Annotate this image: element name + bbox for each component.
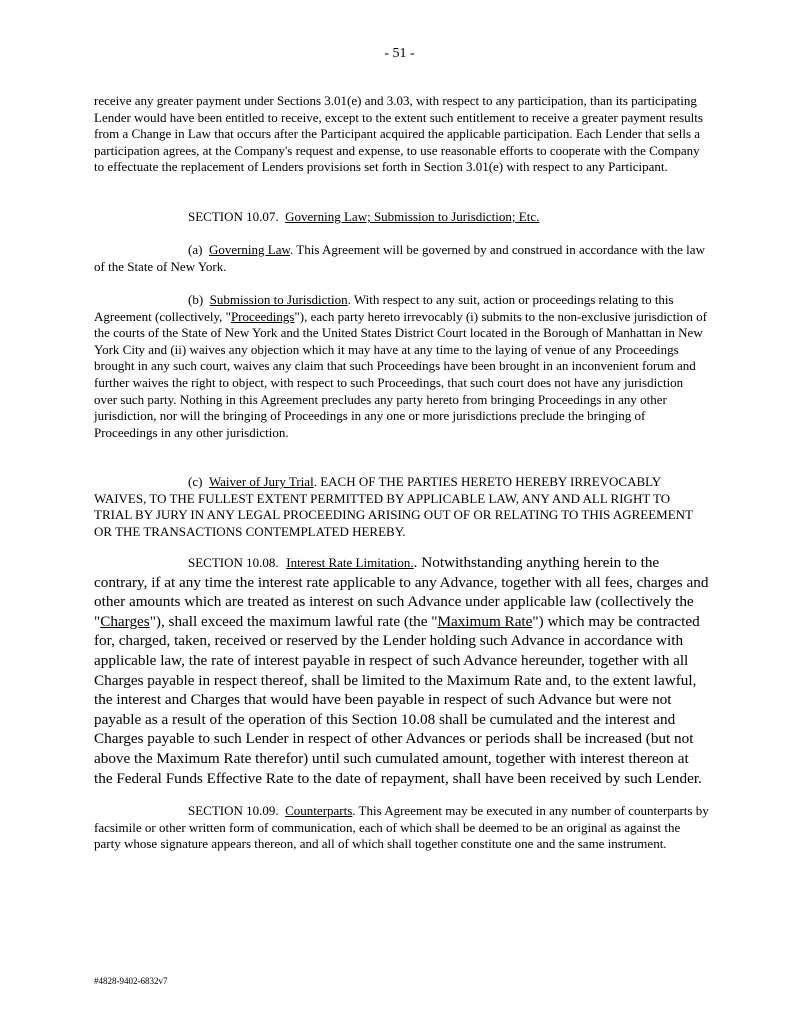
section-text: ") which may be contracted for, charged, taken, received or reserved by the Lender holding such Advance in accordance with applicable law, the rate of interest payable in respect of such Advance hereunder, together with all Charges payable in respect thereof, shall be limited to the Maximum Rate and, to the extent lawful, the interest and Charges that would have been payable in respect of such Advance but were not payable as a result of the operation of this Section 10.08 shall be cumulated and the interest and Charges payable to such Lender in respect of other Advances or periods shall be increased (but not above the Maximum Rate therefor) until such cumulated amount, together with interest thereon at the Federal Funds Effective Rate to the date of repayment, shall have been received by such Lender. (94, 612, 702, 787)
section-title: Interest Rate Limitation. (286, 555, 414, 570)
section-label: SECTION 10.09. (188, 803, 279, 818)
section-10-07-heading (94, 209, 709, 226)
defined-term-charges: Charges (100, 612, 150, 630)
defined-term-maximum-rate: Maximum Rate (437, 612, 533, 630)
paragraph-title: Waiver of Jury Trial (208, 474, 314, 489)
section-label: SECTION 10.07. (188, 209, 279, 224)
paragraph-text: "), each party hereto irrevocably (i) submits to the non-exclusive jurisdiction of the courts of the State of New York and the United States District Court located in the Borough of Manhattan in New York City and (ii) waives any objection which it may have at any time to the laying of venue of any Proceedings brought in any such court, waives any claim that such Proceedings have been brought in an inconvenient forum and further waives the right to object, with respect to such Proceedings, that such court does not have any jurisdiction over such party. Nothing in this Agreement precludes any party hereto from bringing Proceedings in any other jurisdiction, nor will the bringing of Proceedings in any one or more jurisdictions preclude the bringing of Proceedings in any other jurisdiction. (94, 308, 707, 440)
section-title: Counterparts (285, 803, 353, 818)
section-label: SECTION 10.08. (188, 555, 279, 570)
paragraph-waiver-of-jury-trial (94, 474, 709, 540)
section-10-08 (94, 553, 709, 788)
section-title: Governing Law; Submission to Jurisdiction; Etc. (285, 209, 540, 224)
document-footer-id: #4828-9402-6832v7 (94, 976, 168, 986)
paragraph-text: . With respect to any suit, action or proceedings relating to this Agreement (collectively, " (94, 292, 674, 324)
section-text: . This Agreement may be executed in any number of counterparts by facsimile or other written form of communication, each of which shall be deemed to be an original as against the party whose signature appears thereon, and all of which shall together constitute one and the same instrument. (94, 803, 709, 852)
defined-term-proceedings: Proceedings (230, 308, 295, 324)
paragraph-continuation (94, 93, 709, 176)
paragraph-submission-to-jurisdiction (94, 292, 709, 441)
paragraph-prefix: (b) (188, 292, 204, 307)
paragraph-prefix: (c) (188, 474, 203, 489)
paragraph-title: Submission to Jurisdiction (209, 292, 348, 307)
section-text: "), shall exceed the maximum lawful rate (the " (149, 612, 438, 630)
paragraph-text: . EACH OF THE PARTIES HERETO HEREBY IRREVOCABLY WAIVES, TO THE FULLEST EXTENT PERMITTED BY APPLICABLE LAW, ANY AND ALL RIGHT TO TRIAL BY JURY IN ANY LEGAL PROCEEDING ARISING OUT OF OR RELATING TO THIS AGREEMENT OR THE TRANSACTIONS CONTEMPLATED HEREBY. (94, 474, 693, 539)
paragraph-text: receive any greater payment under Sections 3.01(e) and 3.03, with respect to any participation, than its participating Lender would have been entitled to receive, except to the extent such entitlement to receive a greater payment results from a Change in Law that occurs after the Participant acquired the applicable participation. Each Lender that sells a participation agrees, at the Company's request and expense, to use reasonable efforts to cooperate with the Company to effectuate the replacement of Lenders provisions set forth in Section 3.01(e) with respect to any Participant. (94, 93, 703, 175)
paragraph-text: . This Agreement will be governed by and construed in accordance with the law of the State of New York. (94, 242, 705, 274)
paragraph-title: Governing Law (208, 242, 291, 257)
section-10-09 (94, 803, 709, 853)
paragraph-governing-law (94, 242, 709, 275)
paragraph-prefix: (a) (188, 242, 203, 257)
section-text: . Notwithstanding anything herein to the contrary, if at any time the interest rate applicable to any Advance, together with all fees, charges and other amounts which are treated as interest on such Advance under applicable law (collectively the " (94, 554, 709, 630)
page-number: - 51 - (384, 46, 415, 61)
